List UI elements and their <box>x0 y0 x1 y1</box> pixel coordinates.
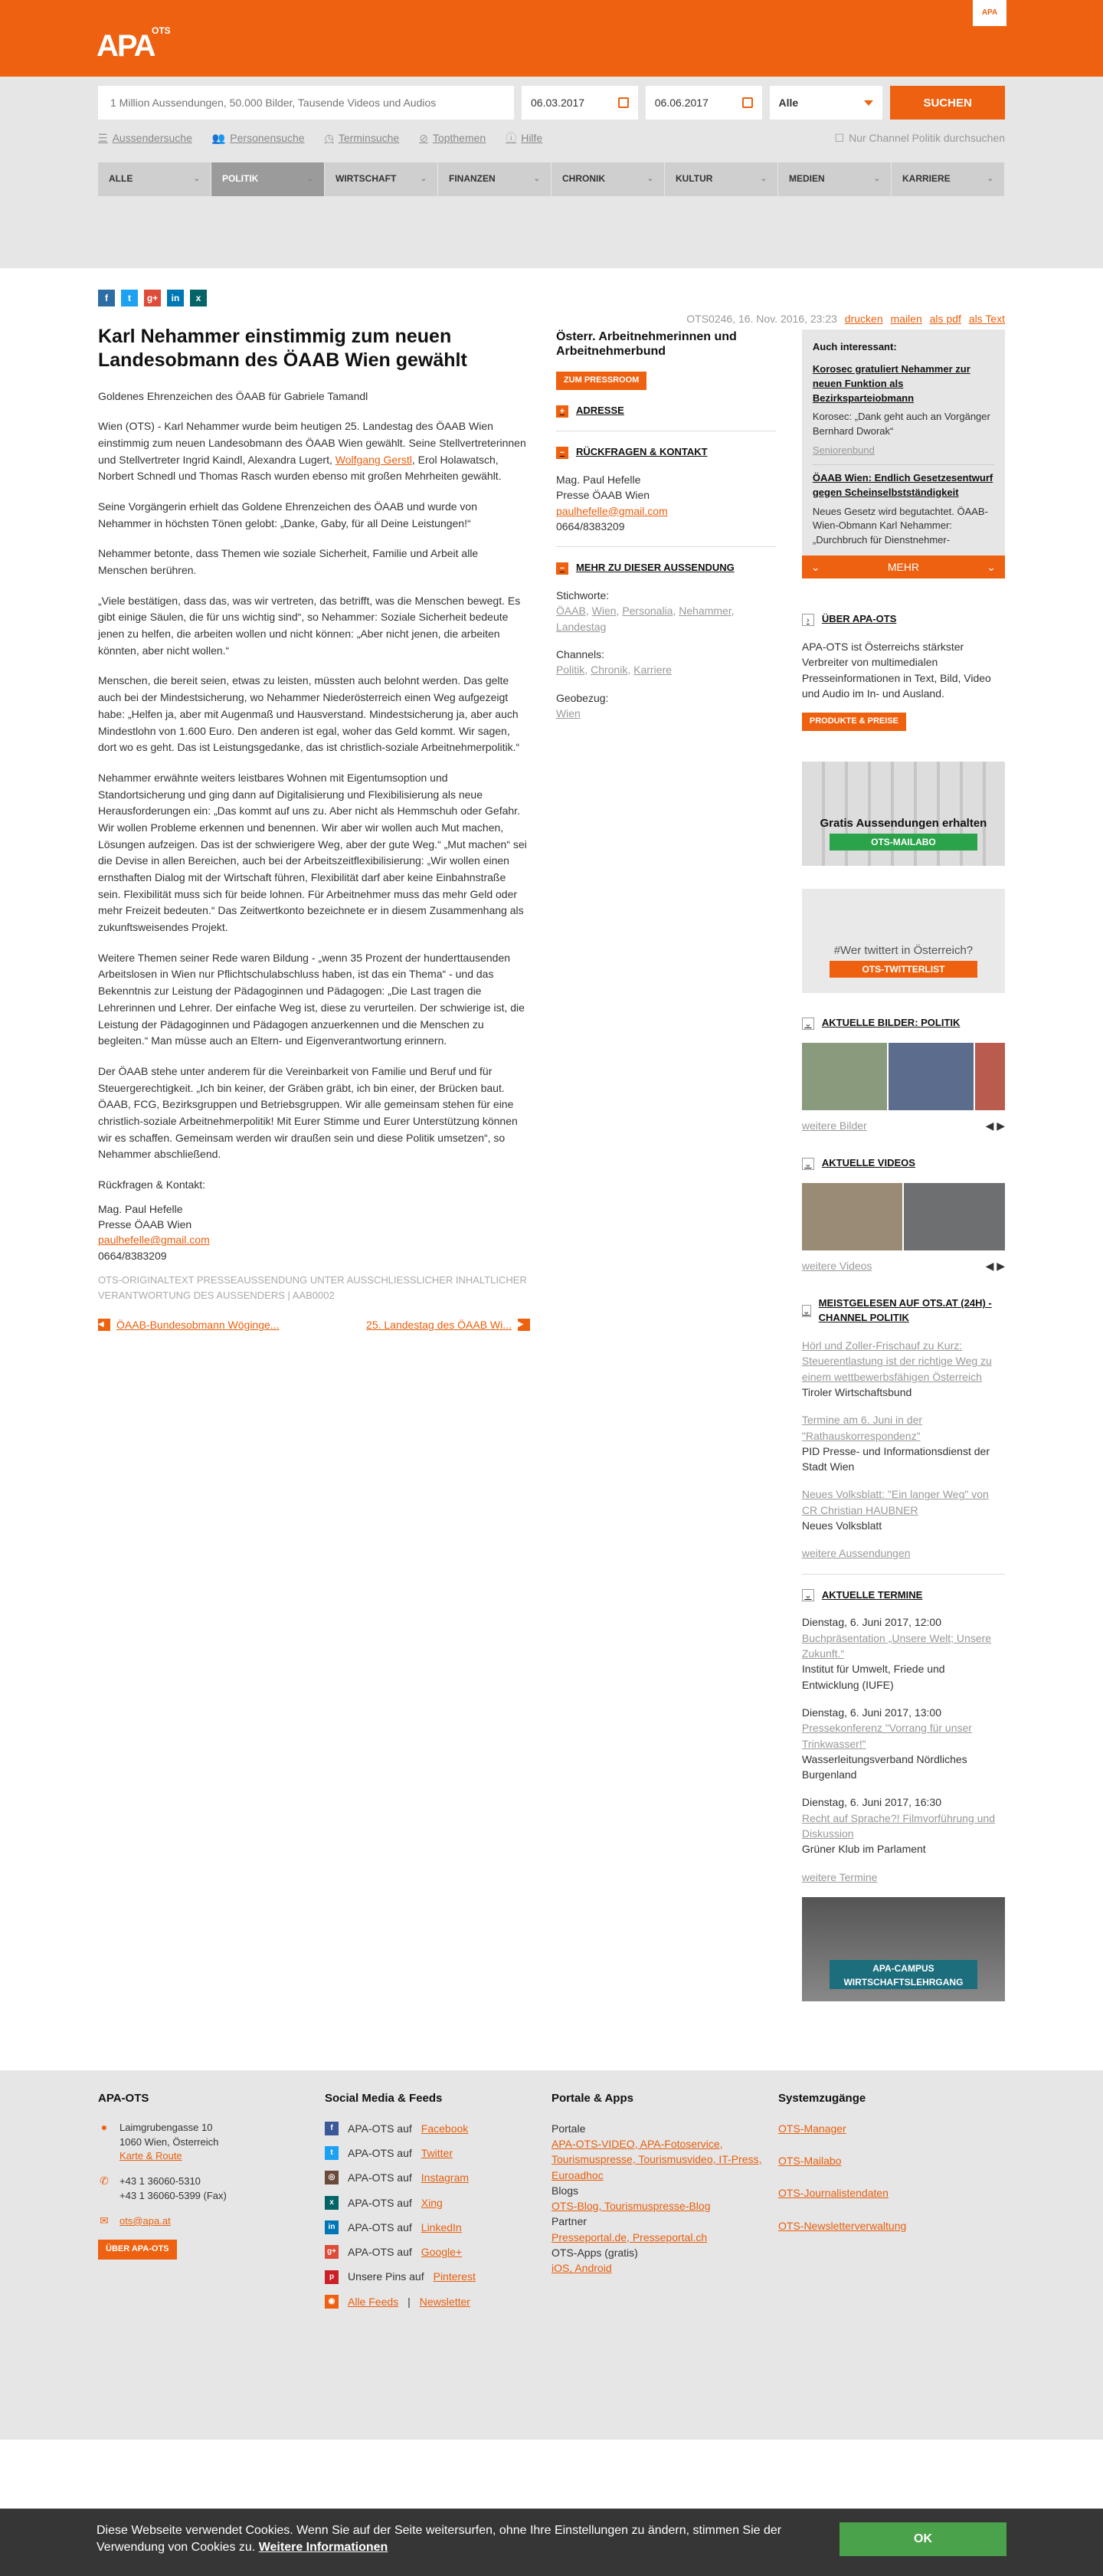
chevron-right-icon: › <box>802 614 814 626</box>
article-paragraph: Der ÖAAB stehe unter anderem für die Vereinbarkeit von Familie und Beruf und für Steuergerechtigkeit. „Ich bin keiner, der Gräben gräbt, ich bin einer, der Brücken baut. ÖAAB, FCG, Bezirksgruppen und Betriebsgruppen. Wir alle gemeinsam stehen für eine christlich-soziale Arbeitnehmerpolitik! Mit Eurer Stimme und Eurer Unterstützung können wir es schaffen. Gemeinsam werden wir draußen sein und diese Politik umsetzen“, so Nehammer abschließend. <box>98 1064 518 1161</box>
section-label: AKTUELLE BILDER: POLITIK <box>821 1017 961 1029</box>
chevron-down-icon: ⌄ <box>193 174 200 183</box>
mail-link[interactable]: mailen <box>890 313 922 325</box>
chevron-down-icon: ⌄ <box>533 174 540 183</box>
people-icon: 👥 <box>211 131 226 144</box>
minus-icon: − <box>556 447 568 459</box>
chevron-down-icon: ⌄ <box>987 174 993 183</box>
footer <box>0 2070 1103 2440</box>
article-paragraph: Weitere Themen seiner Rede waren Bildung - „wenn 35 Prozent der hunderttausenden Arbeitslosen in Wien nur Pflichtschulabschluss haben, ist das ein Thema“ - und das Bekenntnis zur Leistung der Pädagoginnen und Pädagogen: „Die Last tragen die Lehrerinnen und Lehrer. Der einfache Weg ist, diese zu verurteilen. Der schwierige ist, die Leistung der Pädagoginnen und Pädagogen anzuerkennen und die Menschen zu begleiten.“ Man müsse auch an Eltern- und Eigenverantwortung erinnern. <box>98 951 525 1047</box>
channel-link[interactable]: Karriere <box>633 664 672 677</box>
address-line: Laimgrubengasse 10 <box>119 2121 213 2133</box>
search-input[interactable] <box>98 86 514 120</box>
nav-label: MEDIEN <box>789 173 825 185</box>
sender-column <box>556 329 776 2024</box>
pinterest-icon: p <box>325 2270 339 2284</box>
search-button[interactable]: SUCHEN <box>890 86 1005 120</box>
print-link[interactable]: drucken <box>844 313 883 325</box>
logo-sup: OTS <box>152 25 171 36</box>
channel-link[interactable]: Politik <box>555 664 585 677</box>
ots-note: OTS-ORIGINALTEXT PRESSEAUSSENDUNG UNTER AUSSCHLIESSLICHER INHALTLICHER VERANTWORTUNG DES AUSSENDERS | AAB0002 <box>98 1273 527 1302</box>
next-link[interactable]: 25. Landestag des ÖAAB Wi... <box>366 1319 512 1332</box>
article-id-date: OTS0246, 16. Nov. 2016, 23:23 <box>686 313 837 325</box>
contact-org: Presse ÖAAB Wien <box>555 489 650 502</box>
chevron-down-icon: ⌄ <box>987 560 996 573</box>
gallery-arrows[interactable]: ◀ ▶ <box>985 1119 1006 1132</box>
social-prefix: Unsere Pins auf <box>348 2270 424 2283</box>
footer-heading: Systemzugänge <box>778 2091 866 2105</box>
nav-label: KARRIERE <box>902 173 951 185</box>
thumbnail[interactable] <box>802 1183 903 1250</box>
event-item <box>802 1614 1005 1692</box>
link-personensuche[interactable] <box>212 130 305 146</box>
nav-label: WIRTSCHAFT <box>335 173 397 185</box>
system-link[interactable]: OTS-Journalistendaten <box>778 2187 889 2200</box>
person-link[interactable]: Wolfgang Gerstl <box>335 453 412 466</box>
event-link[interactable]: Buchpräsentation „Unsere Welt; Unsere Zukunft.“ <box>801 1631 992 1660</box>
video-gallery[interactable] <box>802 1183 1005 1250</box>
article-paragraph: Nehammer erwähnte weiters leistbares Wohnen mit Eigentumsoption und Standortsicherung und ging dann auf Digitalisierung und Flexibilisierung als neue Herausforderungen ein: „Das kommt auf uns zu. Aber nicht als Hemmschuh oder Gefahr. Wir wollen Probleme erkennen und benennen. Wir aber wir wollen auch Mut machen, Lösungen aufzeigen. Das ist der schwierigere Weg, aber der gute Weg.“ „Mut machen“ sei die Devise in allen Bereichen, auch bei der Arbeitszeitflexibilisierung: „Wir wollen einen ernsthaften Dialog mit der Wirtschaft führen, Flexibilität darf aber keine Einbahnstraße sein. Flexibilität muss sich für beide lohnen. Für Arbeitnehmer muss das mehr Geld oder mehr Freizeit bedeuten.“ Das Zeitwertkonto bezeichnete er in diesem Zusammenhang als zukunftsweisendes Projekt. <box>98 771 527 934</box>
keyword-link[interactable]: ÖAAB <box>555 605 586 618</box>
partner-label: Partner <box>552 2215 587 2228</box>
divider <box>813 464 994 465</box>
event-org: Grüner Klub im Parlament <box>801 1843 926 1856</box>
type-select-value: Alle <box>778 96 799 109</box>
partner-links[interactable]: Presseportal.de, Presseportal.ch <box>552 2230 708 2243</box>
social-prefix: APA-OTS auf <box>348 2146 412 2159</box>
date-to-field[interactable] <box>646 86 762 120</box>
section-termine[interactable] <box>802 1588 1005 1603</box>
section-label: ÜBER APA-OTS <box>821 613 897 625</box>
prev-link[interactable]: ÖAAB-Bundesobmann Wöginge... <box>116 1319 280 1332</box>
article-subtitle: Goldenes Ehrenzeichen des ÖAAB für Gabriele Tamandl <box>98 389 368 402</box>
chevron-down-icon: ⌄ <box>802 1589 814 1601</box>
contact-phone: 0664/8383209 <box>555 519 625 533</box>
news-link[interactable]: Neues Volksblatt: "Ein langer Weg" von CR Christian HAUBNER <box>801 1488 989 1516</box>
checkbox-label: Nur Channel Politik durchsuchen <box>849 131 1005 144</box>
campus-button[interactable]: APA-CAMPUS WIRTSCHAFTSLEHRGANG <box>830 1960 977 1989</box>
keyword-link[interactable]: Nehammer <box>679 605 732 618</box>
contact-name: Mag. Paul Hefelle <box>555 474 641 486</box>
link-aussendersuche[interactable] <box>98 130 192 146</box>
social-link[interactable]: Xing <box>421 2196 443 2209</box>
products-button[interactable]: PRODUKTE & PREISE <box>802 713 906 731</box>
apa-badge[interactable]: APA <box>973 0 1006 26</box>
also-interesting <box>802 329 1005 578</box>
nav-label: KULTUR <box>676 173 713 185</box>
event-date: Dienstag, 6. Juni 2017, 13:00 <box>801 1706 941 1719</box>
footer-social <box>325 2090 552 2319</box>
mail-icon: ✉ <box>100 2214 109 2227</box>
plus-icon: + <box>556 405 568 418</box>
campus-banner[interactable] <box>802 1897 1005 2001</box>
blogs-label: Blogs <box>552 2184 579 2197</box>
next-release[interactable] <box>366 1317 530 1332</box>
article-paragraph: „Viele bestätigen, dass das, was wir vertreten, das betrifft, was die Menschen bewegt. Es gibt einige Säulen, die für uns wichtig sind“, so Nehammer: Soziale Sicherheit bedeute jenen zu helfen, die arbeiten wollen und nicht können: „Aber nicht jenen, die arbeiten könnten, aber nicht wollen.“ <box>98 594 521 657</box>
footer-portals <box>552 2090 778 2319</box>
footer-heading: APA-OTS <box>98 2091 149 2105</box>
rss-icon: ◉ <box>325 2295 339 2309</box>
mail-link[interactable]: ots@apa.at <box>119 2214 171 2227</box>
more-events-link[interactable]: weitere Termine <box>801 1870 878 1883</box>
facebook-icon[interactable]: f <box>98 290 115 306</box>
nav-label: POLITIK <box>222 173 259 185</box>
thumbnail[interactable] <box>889 1043 974 1110</box>
minus-icon: − <box>556 562 568 575</box>
article-paragraph: Nehammer betonte, dass Themen wie soziale Sicherheit, Familie und Arbeit alle Menschen berühren. <box>98 547 479 576</box>
news-item <box>802 1412 1005 1474</box>
arrow-right-icon: ▶ <box>518 1319 530 1331</box>
ueber-text: APA-OTS ist Österreichs stärkster Verbreiter von multimedialen Presseinformationen in Text, Bild, Video und Audio im In- und Ausland. <box>801 640 991 700</box>
section-label: AKTUELLE TERMINE <box>821 1588 923 1601</box>
event-link[interactable]: Pressekonferenz "Vorrang für unser Trinkwasser!" <box>801 1722 972 1750</box>
contact-mail[interactable]: paulhefelle@gmail.com <box>98 1234 210 1247</box>
social-link[interactable]: Facebook <box>421 2122 469 2135</box>
social-link[interactable]: Pinterest <box>433 2270 476 2283</box>
social-link[interactable]: Instagram <box>421 2171 470 2184</box>
footer-heading: Portale & Apps <box>552 2091 633 2105</box>
channel-link[interactable]: Chronik <box>591 664 628 677</box>
cookie-banner <box>0 2509 1103 2576</box>
event-link[interactable]: Recht auf Sprache?! Filmvorführung und Diskussion <box>801 1811 995 1840</box>
more-label: MEHR <box>887 560 920 573</box>
social-link[interactable]: Twitter <box>421 2146 453 2159</box>
chevron-down-icon: ⌄ <box>802 1158 814 1170</box>
event-org: Institut für Umwelt, Friede und Entwicklung (IUFE) <box>801 1663 945 1691</box>
pdf-link[interactable]: als pdf <box>929 313 961 325</box>
footer-heading: Social Media & Feeds <box>325 2091 443 2105</box>
article-paragraph: Seine Vorgängerin erhielt das Goldene Ehrenzeichen des ÖAAB und wurde von Nehammer in höchsten Tönen gelobt: „Danke, Gaby, für all Deine Leistungen!“ <box>98 500 477 529</box>
fax: +43 1 36060-5399 (Fax) <box>119 2190 227 2202</box>
image-gallery[interactable] <box>802 1043 1005 1110</box>
instagram-icon: ◎ <box>325 2171 339 2184</box>
cookie-ok-button[interactable]: OK <box>840 2522 1006 2556</box>
chevron-down-icon: ⌄ <box>802 1305 811 1317</box>
banner-text: #Wer twittert in Österreich? <box>833 944 974 958</box>
nav-karriere[interactable] <box>892 162 1005 196</box>
xing-icon[interactable]: x <box>190 290 207 306</box>
portal-links[interactable]: APA-OTS-VIDEO, APA-Fotoservice, Tourismuspresse, Tourismusvideo, IT-Press, Euroadhoc <box>552 2137 762 2181</box>
contact-block <box>98 1201 530 1263</box>
nav-label: CHRONIK <box>562 173 605 185</box>
twitter-icon[interactable]: t <box>121 290 138 306</box>
share-bar <box>98 290 530 306</box>
text: Wien (OTS) - Karl Nehammer wurde beim heutigen 25. Landestag des ÖAAB Wien einstimmig zum neuen Landesobmann des ÖAAB Wien gewählt. Seine Stellvertreterinnen und Stellvertreter Ingrid Kaindl, Alexandra Lugert, <box>98 420 526 466</box>
section-videos[interactable] <box>802 1156 1005 1171</box>
date-to-value: 06.06.2017 <box>654 96 709 109</box>
interest-text: Neues Gesetz wird begutachtet. ÖAAB-Wien-Obmann Karl Nehammer: „Durchbruch für Dienstnehmer- <box>812 505 988 546</box>
channels-label: Channels: <box>555 647 604 660</box>
more-images-link[interactable]: weitere Bilder <box>801 1119 867 1132</box>
phone: +43 1 36060-5310 <box>119 2175 201 2188</box>
pressroom-button[interactable]: ZUM PRESSROOM <box>556 372 646 390</box>
sender-name: Österr. Arbeitnehmerinnen und Arbeitnehmerbund <box>555 330 737 359</box>
text: , Erol Holawatsch, Norbert Schnedl und Thomas Rasch wurden ebenso mit großen Mehrheiten gewählt. <box>98 453 502 483</box>
chevron-down-icon: ⌄ <box>760 174 767 183</box>
newsletter-link[interactable]: Newsletter <box>419 2295 470 2308</box>
address-line: 1060 Wien, Österreich <box>119 2135 219 2148</box>
geo-link[interactable]: Wien <box>555 706 581 719</box>
footer-contact <box>98 2090 325 2319</box>
news-item <box>802 1338 1005 1400</box>
nav-medien[interactable] <box>778 162 892 196</box>
portals-label: Portale <box>552 2122 586 2135</box>
sender-contact <box>556 472 776 534</box>
more-news-link[interactable]: weitere Aussendungen <box>801 1547 911 1560</box>
apa-ots-logo[interactable] <box>97 23 173 61</box>
link-label: Hilfe <box>521 131 543 144</box>
date-from-value: 06.03.2017 <box>531 96 585 109</box>
contact-mail[interactable]: paulhefelle@gmail.com <box>555 504 668 517</box>
link-label: Aussendersuche <box>112 131 192 144</box>
link-terminsuche[interactable] <box>325 130 400 146</box>
keywords-label: Stichworte: <box>555 589 610 602</box>
twitter-icon: t <box>325 2146 339 2160</box>
interest-source[interactable]: Seniorenbund <box>812 444 875 457</box>
cookie-message: Diese Webseite verwendet Cookies. Wenn Sie auf der Seite weitersurfen, ohne Ihre Einstellungen zu ändern, stimmen Sie der Verwendung von Cookies zu. <box>97 2524 782 2554</box>
section-rueckfragen[interactable] <box>556 445 776 460</box>
event-item <box>802 1794 1005 1857</box>
xing-icon: x <box>325 2196 339 2210</box>
thumbnail[interactable] <box>904 1183 1005 1250</box>
system-link[interactable]: OTS-Manager <box>778 2122 846 2135</box>
geo <box>556 690 776 722</box>
chevron-down-icon: ⌄ <box>802 1018 814 1030</box>
twitterlist-button[interactable]: OTS-TWITTERLIST <box>830 961 977 978</box>
pager <box>98 1317 530 1332</box>
feeds-link[interactable]: Alle Feeds <box>348 2295 399 2308</box>
facebook-icon: f <box>325 2122 339 2135</box>
section-label: MEHR ZU DIESER AUSSENDUNG <box>575 562 735 574</box>
gallery-nav <box>802 1258 1005 1273</box>
map-link[interactable]: Karte & Route <box>119 2150 182 2162</box>
link-label: Personensuche <box>230 131 305 144</box>
section-label: AKTUELLE VIDEOS <box>821 1157 915 1169</box>
link-label: Terminsuche <box>338 131 400 144</box>
news-source: Tiroler Wirtschaftsbund <box>801 1385 912 1398</box>
chevron-down-icon: ⌄ <box>646 174 653 183</box>
link-topthemen[interactable] <box>419 130 486 146</box>
social-prefix: APA-OTS auf <box>348 2246 412 2259</box>
cookie-info-link[interactable]: Weitere Informationen <box>258 2540 388 2554</box>
social-prefix: APA-OTS auf <box>348 2171 412 2184</box>
article-title: Karl Nehammer einstimmig zum neuen Landesobmann des ÖAAB Wien gewählt <box>98 326 467 372</box>
text-link[interactable]: als Text <box>968 313 1005 325</box>
linkedin-icon: in <box>325 2220 339 2234</box>
list-icon: ☰ <box>98 131 108 144</box>
keyword-link[interactable]: Personalia <box>622 605 673 618</box>
nav-label: FINANZEN <box>449 173 496 185</box>
about-button[interactable]: ÜBER APA-OTS <box>98 2240 177 2260</box>
section-label: MEISTGELESEN AUF OTS.AT (24H) - CHANNEL POLITIK <box>818 1297 992 1324</box>
news-source: Neues Volksblatt <box>801 1519 882 1532</box>
keyword-link[interactable]: Wien <box>591 605 617 618</box>
social-prefix: APA-OTS auf <box>348 2196 412 2209</box>
article-paragraph: Menschen, die bereit seien, etwas zu leisten, müssten auch belohnt werden. Das gelte auch bei der Mindestsicherung, wo Nehammer Niederösterreich einen Weg aufgezeigt habe: „Helfen ja, aber mit Augenmaß und Hausverstand. Mindestsicherung ja, aber auch Mindestlohn von 1.600 Euro. Den anderen ist egal, woher das Geld kommt. Wir sagen, dort wo es geht. Das ist Leistungsgedanke, das ist christlich-soziale Arbeitnehmerpolitik.“ <box>98 674 520 754</box>
news-link[interactable]: Termine am 6. Juni in der "Rathauskorrespondenz" <box>801 1414 923 1442</box>
arrow-left-icon: ◀ <box>98 1319 110 1331</box>
interest-link[interactable]: Korosec gratuliert Nehammer zur neuen Funktion als Bezirksparteiobmann <box>812 362 970 404</box>
calendar-icon <box>618 97 629 108</box>
nav-kultur[interactable] <box>665 162 778 196</box>
app-links[interactable]: iOS, Android <box>552 2262 612 2275</box>
sidebar <box>802 329 1005 2024</box>
news-link[interactable]: Hörl und Zoller-Frischauf zu Kurz: Steuerentlastung ist der richtige Weg zu einem wettbewerbsfähigen Österreich <box>801 1339 992 1383</box>
cookie-text <box>97 2522 786 2555</box>
contact-org: Presse ÖAAB Wien <box>98 1218 192 1231</box>
contact-name: Mag. Paul Hefelle <box>98 1202 183 1215</box>
event-date: Dienstag, 6. Juni 2017, 12:00 <box>801 1616 941 1629</box>
footer-system <box>778 2090 1005 2319</box>
nav-wirtschaft[interactable] <box>325 162 438 196</box>
article <box>98 290 530 2024</box>
interest-title: Auch interessant: <box>812 341 897 352</box>
section-meistgelesen[interactable] <box>802 1296 1005 1326</box>
social-link[interactable]: LinkedIn <box>421 2220 462 2234</box>
calendar-icon <box>742 97 753 108</box>
chevron-down-icon: ⌄ <box>306 174 313 183</box>
top-bar <box>0 0 1103 77</box>
event-org: Wasserleitungsverband Nördliches Burgenland <box>801 1752 967 1781</box>
link-label: Topthemen <box>432 131 486 144</box>
channel-checkbox[interactable] <box>835 130 1005 146</box>
article-paragraph <box>98 418 530 485</box>
event-item <box>802 1705 1005 1782</box>
gallery-nav <box>802 1118 1005 1133</box>
nav-alle[interactable] <box>98 162 211 196</box>
prev-release[interactable] <box>98 1317 279 1332</box>
clock-icon: ◷ <box>324 131 334 144</box>
chevron-down-icon: ⌄ <box>810 560 820 573</box>
geo-label: Geobezug: <box>555 691 609 704</box>
news-item <box>802 1486 1005 1533</box>
mailabo-button[interactable]: OTS-MAILABO <box>830 834 977 850</box>
nav-politik[interactable] <box>211 162 325 196</box>
section-label: ADRESSE <box>575 405 624 417</box>
social-prefix: APA-OTS auf <box>348 2122 412 2135</box>
event-date: Dienstag, 6. Juni 2017, 16:30 <box>801 1796 941 1809</box>
googleplus-icon: g+ <box>325 2245 339 2259</box>
apps-label: OTS-Apps (gratis) <box>552 2247 638 2260</box>
phone-icon: ✆ <box>100 2175 109 2188</box>
interest-text: Korosec: „Dank geht auch an Vorgänger Bernhard Dworak“ <box>812 411 990 438</box>
channel-nav <box>98 162 1005 196</box>
blog-links[interactable]: OTS-Blog, Tourismuspresse-Blog <box>552 2200 711 2213</box>
nav-finanzen[interactable] <box>438 162 552 196</box>
topics-icon: ⊘ <box>419 131 428 144</box>
search-area <box>0 77 1103 268</box>
linkedin-icon[interactable]: in <box>167 290 184 306</box>
nav-label: ALLE <box>109 173 133 185</box>
nav-chronik[interactable] <box>552 162 665 196</box>
separator: | <box>407 2295 411 2308</box>
divider <box>802 1574 1005 1575</box>
mailabo-banner[interactable] <box>802 762 1005 866</box>
thumbnail[interactable] <box>975 1043 1005 1110</box>
social-link[interactable]: Google+ <box>421 2246 463 2259</box>
search-links <box>98 123 1005 153</box>
more-button[interactable] <box>802 556 1005 578</box>
banner-text: Gratis Aussendungen erhalten <box>820 817 987 831</box>
chevron-down-icon: ⌄ <box>873 174 880 183</box>
system-link[interactable]: OTS-Newsletterverwaltung <box>778 2219 907 2232</box>
social-prefix: APA-OTS auf <box>348 2220 412 2234</box>
keyword-link[interactable]: Landestag <box>555 620 607 633</box>
checkbox-icon: ☐ <box>834 131 845 144</box>
more-videos-link[interactable]: weitere Videos <box>801 1260 872 1273</box>
chevron-down-icon <box>864 100 873 106</box>
thumbnail[interactable] <box>802 1043 887 1110</box>
contact-label: Rückfragen & Kontakt: <box>98 1178 206 1191</box>
divider <box>556 546 776 547</box>
news-source: PID Presse- und Informationsdienst der Stadt Wien <box>801 1444 990 1473</box>
section-ueber[interactable] <box>802 612 1005 627</box>
location-icon: ● <box>100 2120 108 2133</box>
date-from-field[interactable] <box>522 86 638 120</box>
system-link[interactable]: OTS-Mailabo <box>778 2154 842 2167</box>
chevron-down-icon: ⌄ <box>420 174 427 183</box>
keywords: Stichworte: ÖAAB, Wien, Personalia, Nehammer, Landestag <box>556 588 776 634</box>
googleplus-icon[interactable]: g+ <box>144 290 161 306</box>
section-mehr[interactable] <box>556 561 776 575</box>
link-hilfe[interactable] <box>506 130 542 146</box>
type-select[interactable] <box>770 86 883 120</box>
section-label: RÜCKFRAGEN & KONTAKT <box>575 446 708 458</box>
contact-phone: 0664/8383209 <box>98 1249 167 1262</box>
logo-text: APA <box>97 29 155 63</box>
twitter-banner[interactable] <box>802 889 1005 993</box>
gallery-arrows[interactable]: ◀ ▶ <box>985 1260 1006 1273</box>
channels: Channels: Politik, Chronik, Karriere <box>556 647 776 678</box>
interest-link[interactable]: ÖAAB Wien: Endlich Gesetzesentwurf gegen Scheinselbstständigkeit <box>812 471 993 498</box>
article-meta <box>686 311 1005 326</box>
section-bilder[interactable] <box>802 1016 1005 1031</box>
section-adresse[interactable] <box>556 404 776 418</box>
info-icon: ⓘ <box>506 131 517 144</box>
